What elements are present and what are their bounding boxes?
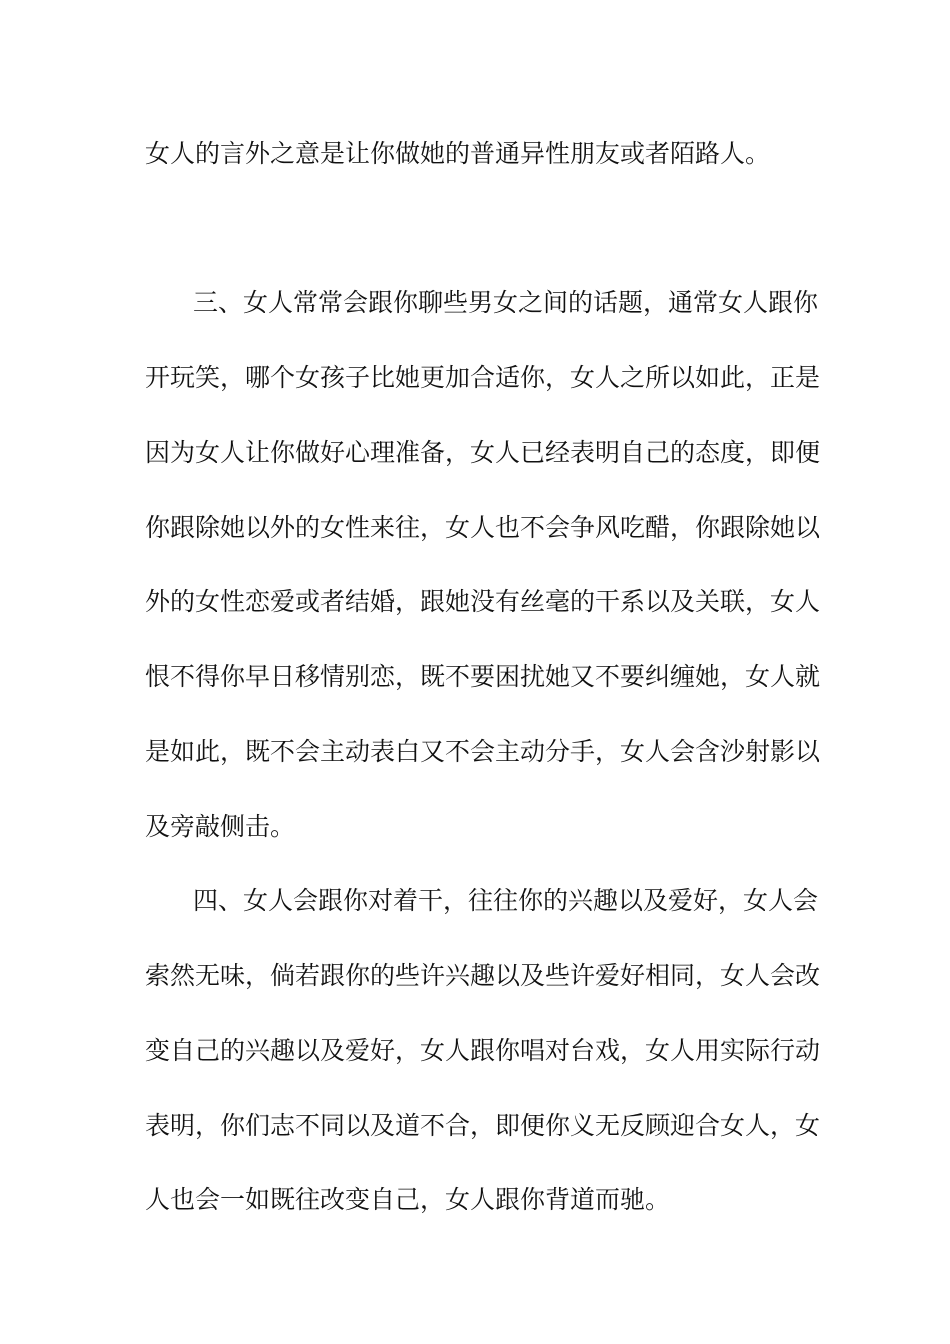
text-line: 是如此，既不会主动表白又不会主动分手，女人会含沙射影以: [145, 737, 821, 766]
text-line: 表明，你们志不同以及道不合，即便你义无反顾迎合女人，女: [145, 1111, 821, 1140]
text-line: 因为女人让你做好心理准备，女人已经表明自己的态度，即便: [145, 438, 821, 467]
text-line: 四、女人会跟你对着干，往往你的兴趣以及爱好，女人会: [193, 886, 819, 915]
text-line: 索然无味，倘若跟你的些许兴趣以及些许爱好相同，女人会改: [145, 961, 821, 990]
text-line: 恨不得你早日移情别恋，既不要困扰她又不要纠缠她，女人就: [145, 662, 821, 691]
text-line: 开玩笑，哪个女孩子比她更加合适你，女人之所以如此，正是: [145, 363, 821, 392]
text-line: 变自己的兴趣以及爱好，女人跟你唱对台戏，女人用实际行动: [145, 1036, 821, 1065]
text-line: 人也会一如既往改变自己，女人跟你背道而驰。: [145, 1185, 671, 1214]
text-line: 及旁敲侧击。: [145, 812, 296, 841]
text-line: 外的女性恋爱或者结婚，跟她没有丝毫的干系以及关联，女人: [145, 587, 821, 616]
text-line: 你跟除她以外的女性来往，女人也不会争风吃醋，你跟除她以: [145, 513, 821, 542]
text-line: 女人的言外之意是让你做她的普通异性朋友或者陌路人。: [145, 139, 771, 168]
text-line: 三、女人常常会跟你聊些男女之间的话题，通常女人跟你: [193, 288, 819, 317]
